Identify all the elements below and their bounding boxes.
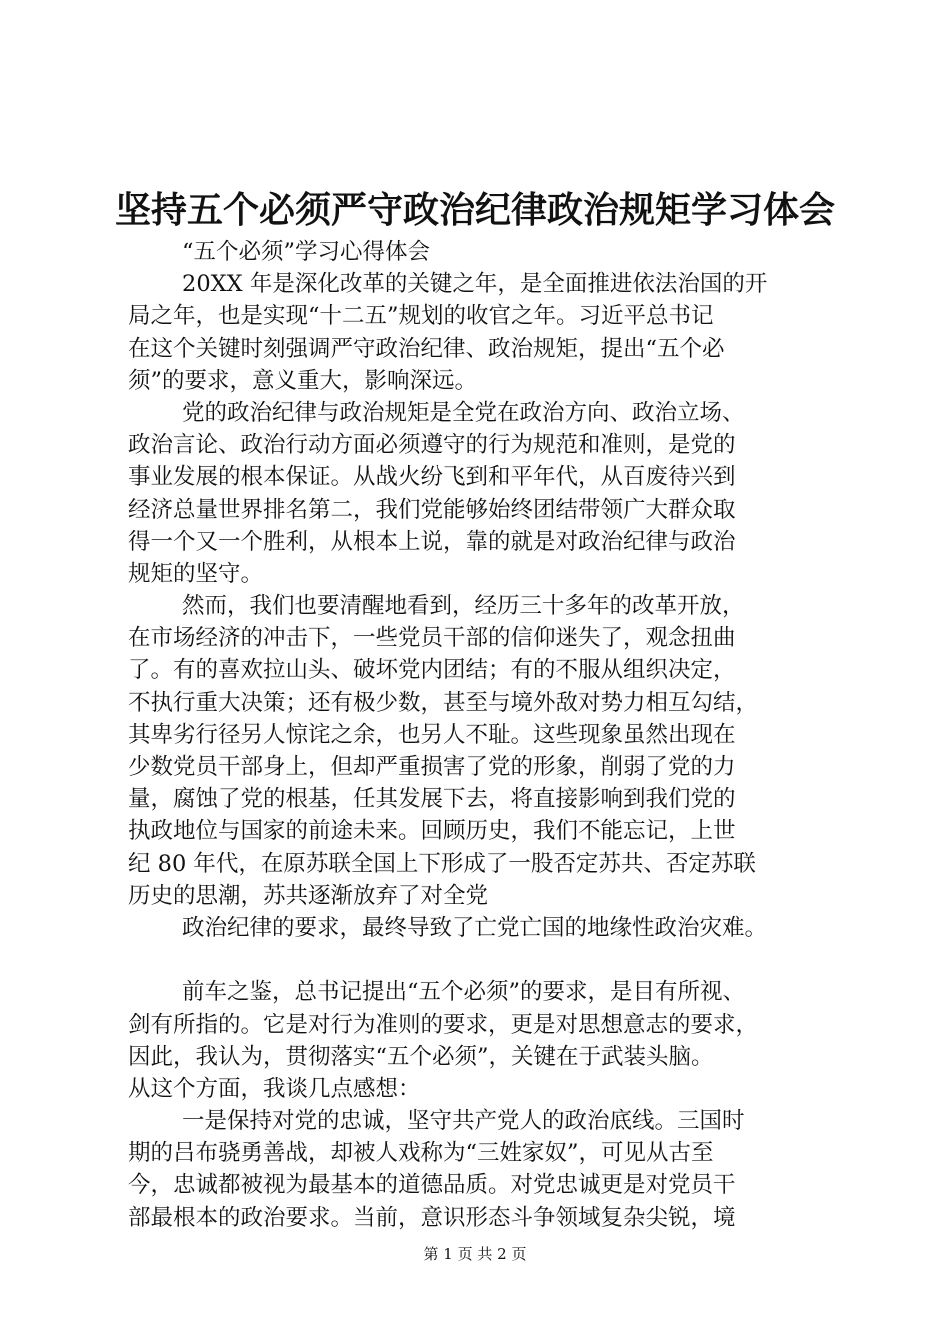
body-line: 规矩的坚守。 xyxy=(128,560,264,587)
body-line: 不执行重大决策；还有极少数，甚至与境外敌对势力相互勾结， xyxy=(128,689,759,716)
body-line: 历史的思潮，苏共逐渐放弃了对全党 xyxy=(128,882,489,909)
body-line: 今，忠诚都被视为最基本的道德品质。对党忠诚更是对党员干 xyxy=(128,1172,736,1199)
blank-line xyxy=(128,944,848,976)
body-line: 一是保持对党的忠诚，坚守共产党人的政治底线。三国时 xyxy=(182,1108,745,1135)
body-line: 纪 80 年代，在原苏联全国上下形成了一股否定苏共、否定苏联 xyxy=(128,850,756,877)
body-line: 事业发展的根本保证。从战火纷飞到和平年代，从百废待兴到 xyxy=(128,464,736,491)
body-line: 其卑劣行径另人惊诧之余，也另人不耻。这些现象虽然出现在 xyxy=(128,721,736,748)
body-line: 然而，我们也要清醒地看到，经历三十多年的改革开放， xyxy=(182,593,745,620)
body-line: 从这个方面，我谈几点感想： xyxy=(128,1075,421,1102)
body-line: 执政地位与国家的前途未来。回顾历史，我们不能忘记，上世 xyxy=(128,818,736,845)
body-line: 部最根本的政治要求。当前，意识形态斗争领域复杂尖锐，境 xyxy=(128,1204,736,1231)
body-line: 量，腐蚀了党的根基，任其发展下去，将直接影响到我们党的 xyxy=(128,786,736,813)
body-line: 了。有的喜欢拉山头、破坏党内团结；有的不服从组织决定， xyxy=(128,657,736,684)
document-title: 坚持五个必须严守政治纪律政治规矩学习体会 xyxy=(114,189,835,231)
body-line: 在这个关键时刻强调严守政治纪律、政治规矩，提出“五个必 xyxy=(128,335,725,362)
page-footer: 第 1 页 共 2 页 xyxy=(423,1245,527,1263)
body-line: 剑有所指的。它是对行为准则的要求，更是对思想意志的要求， xyxy=(128,1011,759,1038)
body-line: 党的政治纪律与政治规矩是全党在政治方向、政治立场、 xyxy=(182,399,745,426)
body-line: 因此，我认为，贯彻落实“五个必须”，关键在于武装头脑。 xyxy=(128,1043,714,1070)
body-line: 政治纪律的要求，最终导致了亡党亡国的地缘性政治灾难。 xyxy=(182,914,768,941)
body-line: 经济总量世界排名第二，我们党能够始终团结带领广大群众取 xyxy=(128,496,736,523)
body-line: 20XX 年是深化改革的关键之年，是全面推进依法治国的开 xyxy=(182,271,768,298)
subtitle-line: “五个必须”学习心得体会 xyxy=(182,239,431,265)
body-line: 在市场经济的冲击下，一些党员干部的信仰迷失了，观念扭曲 xyxy=(128,625,736,652)
body-line: 前车之鉴，总书记提出“五个必须”的要求，是目有所视、 xyxy=(182,979,746,1006)
document-body xyxy=(128,236,848,1234)
body-line: 局之年，也是实现“十二五”规划的收官之年。习近平总书记 xyxy=(128,303,714,330)
body-line: 政治言论、政治行动方面必须遵守的行为规范和准则，是党的 xyxy=(128,432,736,459)
body-line: 期的吕布骁勇善战，却被人戏称为“三姓家奴”，可见从古至 xyxy=(128,1140,714,1167)
body-line: 少数党员干部身上，但却严重损害了党的形象，削弱了党的力 xyxy=(128,754,736,780)
body-line: 须”的要求，意义重大，影响深远。 xyxy=(128,367,478,394)
body-line: 得一个又一个胜利，从根本上说，靠的就是对政治纪律与政治 xyxy=(128,528,736,555)
